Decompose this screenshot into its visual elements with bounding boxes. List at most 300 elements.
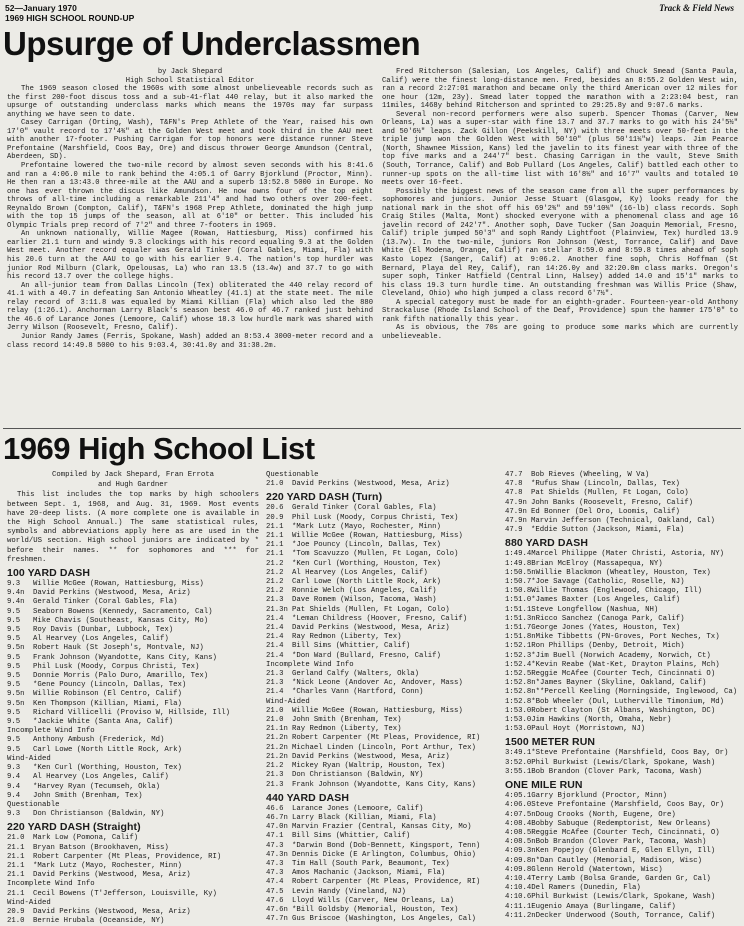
- result-row: [505, 875, 741, 884]
- result-athlete: *Mark Lutz (Mayo, Rochester, Minn): [33, 861, 182, 870]
- article-paragraph: Several non-record performers were also superb. Spencer Thomas (Carver, New Orleans, La) was a super-star with fine 13.7 and 37.7 marks to go with his 24'5½" and 50'6½" leaps. Zack Gillon (Peekskill, NY) with three meets over 50-feet in the triple jump won the Golden West with 50'10" (plus 50'11¼"w) leaps. Jim Pearce (North, Shawnee Mission, Kans) led the javelin to its finest year with three of the top five marks and a 244'7" best. Chasing Carrigan in the vault, Steve Smith (South, Torrance, Calif) and Bob Pullard (Los Angeles, Calif) battled each other to runner-up spots on the all-time list with 16'8½" and 16'7" vaults and totaled 10 meets over 16-feet.: [382, 110, 738, 188]
- result-mark: 21.0: [266, 706, 284, 715]
- result-athlete: Larance Jones (Lemoore, Calif): [292, 804, 424, 813]
- result-row: [266, 744, 498, 753]
- result-athlete: Donnie Morris (Palo Duro, Amarillo, Tex): [33, 672, 209, 681]
- result-mark: 9.5: [7, 736, 21, 745]
- result-row: [505, 517, 741, 526]
- event-heading: ONE MILE RUN: [505, 779, 583, 792]
- result-athlete: Mike Tibbetts (PN-Groves, Port Neches, Tx): [535, 633, 720, 642]
- result-mark: 47.3: [266, 841, 284, 850]
- result-row: [266, 832, 498, 841]
- result-athlete: *Ken Curl (Worthing, Houston, Tex): [292, 559, 441, 568]
- result-row: [266, 550, 498, 559]
- result-row: [7, 626, 259, 635]
- result-athlete: John Banks (Roosevelt, Fresno, Calif): [531, 498, 694, 507]
- result-row: [505, 698, 741, 707]
- result-mark: 9.5: [7, 708, 21, 717]
- result-mark: 9.5n: [7, 699, 25, 708]
- result-mark: 9.5: [7, 653, 21, 662]
- result-athlete: Ray Redmon (Liberty, Tex): [292, 633, 402, 642]
- result-mark: 21.4: [266, 614, 284, 623]
- result-row: [266, 869, 498, 878]
- result-row: [505, 716, 741, 725]
- result-athlete: Amos Machanic (Jackson, Miami, Fla): [292, 869, 446, 878]
- result-mark: 47.3: [266, 859, 284, 868]
- result-mark: 21.2n: [266, 743, 288, 752]
- result-row: [7, 853, 259, 862]
- result-athlete: Terry Lamb (Bolsa Grande, Garden Gr, Cal): [531, 874, 711, 883]
- list-column-1: [7, 471, 259, 926]
- result-mark: 1:50.7: [505, 578, 532, 587]
- result-athlete: Bill Sims (Whittier, Calif): [292, 832, 411, 841]
- result-row: [7, 700, 259, 709]
- result-row: [266, 504, 498, 513]
- result-row: [7, 690, 259, 699]
- result-row: [266, 670, 498, 679]
- result-athlete: Bob Rieves (Wheeling, W Va): [531, 471, 650, 479]
- result-row: [7, 644, 259, 653]
- result-mark: 20.9: [7, 907, 25, 916]
- result-mark: 21.1: [7, 871, 25, 880]
- result-mark: 1:53.0: [505, 716, 532, 725]
- result-row: [7, 672, 259, 681]
- result-row: [7, 810, 259, 819]
- result-mark: 47.3n: [266, 850, 288, 859]
- result-athlete: Marvin Jefferson (Technical, Oakland, Cal): [531, 517, 715, 526]
- result-row: [505, 642, 741, 651]
- result-row: [505, 652, 741, 661]
- result-mark: 3:49.1*: [505, 749, 536, 758]
- result-mark: 9.3: [7, 580, 21, 589]
- event-heading: 220 YARD DASH (Turn): [266, 491, 383, 504]
- result-mark: 47.3: [266, 869, 284, 878]
- result-athlete: Bob Brandon (Clover Park, Tacoma, Wash): [535, 838, 707, 847]
- result-row: [266, 897, 498, 906]
- article-paragraph: A special category must be made for an eighth-grader. Fourteen-year-old Anthony Strackaluse (Rhode Island School of the Deaf, Providence) spun the hammer 175'0" to rank fifth nationally this year.: [382, 298, 738, 324]
- result-row: [505, 847, 741, 856]
- result-athlete: Carl Lowe (North Little Rock, Ark): [292, 578, 441, 587]
- result-mark: 4:10.4: [505, 874, 532, 883]
- magazine-name: Track & Field News: [659, 3, 734, 13]
- result-row: [505, 688, 741, 697]
- result-mark: 47.7n: [266, 915, 288, 924]
- result-athlete: Willie Blackmon (Wheatley, Houston, Tex): [535, 568, 711, 577]
- result-row: [7, 746, 259, 755]
- result-row: [7, 908, 259, 917]
- result-mark: 1:49.8: [505, 559, 532, 568]
- result-mark: 46.7n: [266, 813, 288, 822]
- result-mark: 21.2n: [266, 734, 288, 743]
- result-mark: 21.2: [266, 568, 284, 577]
- result-row: [7, 871, 259, 880]
- result-row: [7, 834, 259, 843]
- result-row: [505, 489, 741, 498]
- list-subheading: Questionable: [266, 471, 319, 479]
- result-mark: 20.9: [266, 513, 284, 522]
- result-mark: 47.8: [505, 489, 523, 498]
- event-heading: 1500 METER RUN: [505, 736, 596, 749]
- result-row: [7, 773, 259, 782]
- result-mark: 47.9n: [505, 498, 527, 507]
- result-athlete: *Ken Curl (Worthing, Houston, Tex): [33, 764, 182, 773]
- result-athlete: Bob Brandon (Clover Park, Tacoma, Wash): [531, 767, 703, 776]
- result-mark: 21.1: [266, 541, 284, 550]
- event-heading: 880 YARD DASH: [505, 537, 589, 550]
- article-paragraph: As is obvious, the 70s are going to produce some marks which are currently unbelieveable.: [382, 324, 738, 341]
- article-paragraph: An unknown nationally, Willie Magee (Rowan, Hattiesburg, Miss) confirmed his earlier 21.1 turn and windy 9.3 clockings with his record equaling 9.3 at the Golden West meet. Another record equaler was Gerald Tinker (Coral Gables, Miami, Fla) with his 20.6 turn at the AAU to go with his earlier 9.4. The nation's top hurdler was junior Rod Milburn (Clark, Opelousas, La) who ran 13.5 (13.4w) and 37.7 to go with his record 13.7 over the college highs.: [7, 230, 373, 282]
- result-row: [505, 884, 741, 893]
- result-row: [266, 851, 498, 860]
- result-mark: 20.6: [266, 504, 284, 513]
- result-athlete: Ed Bonner (Del Oro, Loomis, Calif): [531, 507, 680, 516]
- result-athlete: Bernie Hrubala (Oceanside, NY): [33, 917, 165, 926]
- result-mark: 9.5: [7, 616, 21, 625]
- result-mark: 21.1: [266, 532, 284, 541]
- result-athlete: Gus Briscoe (Washington, Los Angeles, Cal): [292, 915, 476, 924]
- result-athlete: *Bob Wheeler (Dul, Lutherville Timonium, Md): [531, 697, 724, 706]
- result-row: [266, 805, 498, 814]
- result-mark: 21.0: [266, 480, 284, 489]
- result-row: [7, 608, 259, 617]
- article-paragraph: Possibly the biggest news of the season came from all the super performances by sophomores and juniors. Junior Jesse Stuart (Glasgow, Ky) looks ready for the national mark in the shot off his 69'2¾" and 59'10¾" (16-lb) class records. Soph Craig Stiles (Malta, Mont) shocked everyone with a phenomenal class and age 16 javelin record of 242'7". Another soph, Dave Tucker (San Joaquin Memorial, Fresno, Calif) triple jumped 50'3" and soph Randy Lightfoot (Plainview, Tex) hurdled 13.9 (13.7w). In the two-mile, juniors Ron Johnson (West, Torrance, Calif) and Dave White (El Modena, Orange, Calif) ran stellar 8:59.0 and 8:59.8 times ahead of soph Kasto Lopez (Sanger, Calif) at 9:06.2. Another fine soph, Chris Hoffman (St Bernard, Playa del Rey, Calif), ran 14:26.0y and 32:20.0m class marks. Oregon's super soph, Tinker Hatfield (Central Linn, Halsey) added 14.0 and 15'1" marks to his class 19.3 turn hurdle time. An outstanding freshman was Willis Price (Shaw, Cleveland, Ohio) who high jumped a class record 6'7½".: [382, 187, 738, 299]
- result-row: [266, 716, 498, 725]
- result-athlete: *Gene Pouncy (Lincoln, Dallas, Tex): [33, 681, 187, 690]
- result-mark: 9.5: [7, 745, 21, 754]
- result-mark: 21.0: [266, 716, 284, 725]
- result-row: [266, 860, 498, 869]
- list-credits-2: and Hugh Gardner: [97, 481, 169, 490]
- result-athlete: *Don Ward (Bullard, Fresno, Calif): [292, 651, 441, 660]
- result-athlete: Dave Romem (Wilson, Tacoma, Wash): [292, 596, 437, 605]
- list-subheading: Wind-Aided: [7, 754, 51, 763]
- result-mark: 21.4: [266, 624, 284, 633]
- result-mark: 21.1: [7, 861, 25, 870]
- result-athlete: *Dan Cautley (Memorial, Madison, Wisc): [535, 856, 703, 865]
- result-mark: 1:51.7: [505, 624, 532, 633]
- result-mark: 9.3: [7, 764, 21, 773]
- article-column-1: [7, 68, 373, 350]
- result-mark: 1:52.5: [505, 670, 532, 679]
- result-mark: 21.1: [7, 889, 25, 898]
- result-mark: 9.4: [7, 782, 21, 791]
- result-row: [266, 906, 498, 915]
- result-row: [505, 707, 741, 716]
- article-paragraph: Junior Randy James (Ferris, Spokane, Wash) added an 8:53.4 3000-meter record and a class record 14:49.8 5000 to his 9:03.4, 30:41.0y and 31:38.2m.: [7, 332, 373, 350]
- result-row: [266, 578, 498, 587]
- result-mark: 9.4: [7, 791, 21, 800]
- result-row: [505, 606, 741, 615]
- result-mark: 4:10.6: [505, 893, 532, 902]
- result-mark: 21.4: [266, 651, 284, 660]
- result-row: [266, 560, 498, 569]
- result-athlete: Michael Linden (Lincoln, Port Arthur, Tex): [292, 743, 476, 752]
- result-row: [266, 569, 498, 578]
- result-mark: 1:51.8n: [505, 633, 536, 642]
- result-row: [7, 862, 259, 871]
- result-athlete: Garry Bjorklund (Proctor, Minn): [531, 792, 668, 801]
- result-row: [266, 480, 498, 489]
- result-mark: 9.3: [7, 810, 21, 819]
- result-athlete: *Eddie Sutton (Jackson, Miami, Fla): [531, 526, 685, 535]
- result-mark: 4:08.5: [505, 828, 532, 837]
- list-title: 1969 High School List: [3, 431, 315, 466]
- result-row: [505, 866, 741, 875]
- result-athlete: Larry Black (Killian, Miami, Fla): [292, 813, 437, 822]
- result-row: [505, 550, 741, 559]
- result-athlete: Phil Lusk (Moody, Corpus Christi, Tex): [292, 513, 459, 522]
- result-mark: 3:55.1: [505, 767, 532, 776]
- result-athlete: Al Hearvey (Los Angeles, Calif): [292, 568, 428, 577]
- result-row: [505, 903, 741, 912]
- list-subheading: Wind-Aided: [7, 898, 51, 907]
- result-row: [505, 633, 741, 642]
- result-mark: 47.6: [266, 896, 284, 905]
- result-athlete: *Jackie White (Santa Ana, Calif): [33, 718, 174, 727]
- section-divider: [3, 428, 741, 429]
- result-athlete: Gerald Tinker (Coral Gables, Fla): [292, 504, 437, 513]
- result-row: [7, 890, 259, 899]
- result-athlete: Ray Redmon (Liberty, Tex): [292, 725, 402, 734]
- result-row: [266, 781, 498, 790]
- result-mark: 47.6n: [266, 905, 288, 914]
- result-mark: 21.1: [266, 550, 284, 559]
- result-athlete: John Smith (Brenham, Tex): [292, 716, 402, 725]
- result-row: [505, 838, 741, 847]
- result-athlete: Brian McElroy (Massapequa, NY): [531, 559, 663, 568]
- result-athlete: Ron Phillips (Denby, Detroit, Mich): [531, 642, 685, 651]
- result-athlete: Anthony Ambush (Frederick, Md): [33, 736, 165, 745]
- list-column-3: [505, 471, 741, 921]
- result-athlete: Al Hearvey (Los Angeles, Calif): [33, 635, 169, 644]
- result-athlete: Glenn Herold (Watertown, Wisc): [531, 865, 663, 874]
- result-athlete: Bill Sims (Whittier, Calif): [292, 642, 411, 651]
- result-athlete: David Perkins (Westwood, Mesa, Ariz): [33, 907, 191, 916]
- result-athlete: Eugenio Amaya (Burlingame, Calif): [531, 902, 676, 911]
- result-row: [266, 707, 498, 716]
- result-athlete: Robert Clayton (St Albans, Washington, DC): [531, 706, 716, 715]
- result-athlete: *Mark Lutz (Mayo, Rochester, Minn): [292, 522, 441, 531]
- result-athlete: *Bill Goldsby (Memorial, Houston, Tex): [292, 905, 459, 914]
- result-athlete: Richard Villicelli (Proviso W, Hillside, Ill): [33, 708, 231, 717]
- result-mark: 9.5n: [7, 690, 25, 699]
- result-athlete: Ken Popejoy (Glenbard E, Glen Ellyn, Ill): [535, 847, 716, 856]
- result-athlete: Robert Carpenter (Mt Pleas, Providence, RI): [33, 852, 222, 861]
- article-paragraph: Prefontaine lowered the two-mile record by almost seven seconds with his 8:41.6 and ran a 4:06.0 mile to rank behind the 4:05.1 of Garry Bjorklund (Proctor, Minn). He then ran a 13:43.0 three-mile at the AAU and a superb 13:52.8 5000 in Europe. No one has ever thrown the discus like Amundson. He now owns four of the top eight throws of all-time including a remarkable 211'4" and had two others over 200-feet. Reynaldo Brown (Compton, Calif), T&FN's 1968 Prep Athlete, dominated the high jump with the top 15 jumps of the season, all at 6'10" or better. This included his Olympic Trials prep record of 7'2" and three 7-footers in 1969.: [7, 162, 373, 230]
- list-subheading: Incomplete Wind Info: [266, 660, 354, 669]
- article-paragraph: Fred Ritcherson (Salesian, Los Angeles, Calif) and Chuck Smead (Santa Paula, Calif) were the finest long-distance men. Fred, besides an 8:55.2 Golden West win, ran a record 2:27:01 marathon and became only the third American over 12 miles for one hour (12m, 23y). Smead later topped the marathon with a 2:23:04 best, ran 11miles, 1468y behind Ritcherson and sprinted to 29:25.8y and 9:07.6 marks.: [382, 68, 738, 111]
- list-column-2: [266, 471, 498, 924]
- result-athlete: *Leman Childress (Hoover, Fresno, Calif): [292, 614, 468, 623]
- result-row: [7, 598, 259, 607]
- result-mark: 47.9: [505, 526, 523, 535]
- result-mark: 9.4n: [7, 589, 25, 598]
- result-row: [505, 792, 741, 801]
- result-athlete: David Perkins (Westwood, Mesa, Ariz): [33, 589, 191, 598]
- result-mark: 4:05.1: [505, 792, 532, 801]
- result-row: [505, 526, 741, 535]
- result-row: [505, 811, 741, 820]
- result-mark: 1:53.0: [505, 725, 532, 734]
- result-athlete: *Nick Leone (Andover Ac, Andover, Mass): [292, 679, 463, 688]
- result-athlete: Seaborn Bowens (Kennedy, Sacramento, Cal): [33, 607, 213, 616]
- result-mark: 9.5: [7, 607, 21, 616]
- byline-author: by Jack Shepard: [157, 68, 223, 76]
- result-athlete: *Harvey Ryan (Tecumseh, Okla): [33, 782, 160, 791]
- result-mark: 9.4n: [7, 598, 25, 607]
- result-mark: 21.3: [266, 670, 284, 679]
- result-mark: 47.9n: [505, 507, 527, 516]
- result-row: [505, 569, 741, 578]
- result-mark: 9.5n: [7, 644, 25, 653]
- result-mark: 4:10.4: [505, 884, 532, 893]
- result-row: [505, 768, 741, 777]
- result-mark: 21.2n: [266, 752, 288, 761]
- result-mark: 47.1: [266, 832, 284, 841]
- result-athlete: Jim Hawkins (North, Omaha, Nebr): [531, 716, 672, 725]
- result-athlete: Paul Hoyt (Morristown, NJ): [531, 725, 646, 734]
- result-athlete: Mike Chavis (Southeast, Kansas City, Mo): [33, 616, 209, 625]
- result-athlete: Pat Shields (Mullen, Ft Logan, Colo): [292, 605, 450, 614]
- article-paragraph: Casey Carrigan (Orting, Wash), T&FN's Prep Athlete of the Year, raised his own 17'0" vault record to 17'4¾" at the Golden West meet and took third in the AAU meet with another 17-footer. Pushing Carrigan for top honors were distance runner Steve Prefontaine (Marshfield, Coos Bay, Ore) and discus thrower George Amundson (Central, Aberdeen, SD).: [7, 119, 373, 162]
- result-athlete: David Perkins (Westwood, Mesa, Ariz): [33, 871, 191, 880]
- result-mark: 21.2: [266, 559, 284, 568]
- result-row: [505, 829, 741, 838]
- result-athlete: David Perkins (Westwood, Mesa, Ariz): [292, 624, 450, 633]
- result-row: [7, 718, 259, 727]
- result-mark: 1:52.8n: [505, 688, 536, 697]
- result-athlete: Gerland Calfy (Walters, Okla): [292, 670, 419, 679]
- result-mark: 9.5: [7, 681, 21, 690]
- result-row: [266, 615, 498, 624]
- result-mark: 1:52.4: [505, 660, 532, 669]
- result-row: [266, 814, 498, 823]
- result-athlete: Reggie McAfee (Courter Tech, Cincinnati O): [531, 670, 716, 679]
- result-row: [7, 764, 259, 773]
- result-mark: 47.8: [505, 480, 523, 489]
- result-athlete: David Perkins (Westwood, Mesa, Ariz): [292, 752, 450, 761]
- result-row: [266, 514, 498, 523]
- result-row: [266, 633, 498, 642]
- result-athlete: *Kevin Reabe (Wat-Ket, Drayton Plains, Mch): [531, 660, 720, 669]
- article-paragraph: The 1969 season closed the 1960s with some almost unbelieveable records such as the first 200-foot discus toss and a sub-41-flat 440 relay, but it also marked the upsurge of outstanding underclass marks which means the 1970s may far surpass anything we have seen to date.: [7, 85, 373, 119]
- result-row: [7, 654, 259, 663]
- result-athlete: Willie McGee (Rowan, Hattiesburg, Miss): [292, 532, 463, 541]
- result-athlete: Mark Low (Pomona, Calif): [33, 834, 139, 843]
- result-row: [505, 624, 741, 633]
- result-athlete: Mickey Ryan (Waltrip, Houston, Tex): [292, 762, 446, 771]
- result-row: [266, 915, 498, 924]
- result-athlete: Phil Burkwist (Lewis/Clark, Spokane, Wash): [531, 758, 716, 767]
- result-row: [266, 688, 498, 697]
- section-heading: 1969 HIGH SCHOOL ROUND-UP: [5, 13, 135, 23]
- article-title: Upsurge of Underclassmen: [3, 25, 421, 62]
- result-mark: 9.5: [7, 635, 21, 644]
- result-athlete: Phil Lusk (Moody, Corpus Christi, Tex): [33, 662, 200, 671]
- result-row: [505, 661, 741, 670]
- page-number-date: 52—January 1970: [5, 3, 77, 13]
- result-row: [505, 587, 741, 596]
- result-mark: 4:09.3n: [505, 847, 536, 856]
- result-athlete: Ronnie Welch (Los Angeles, Calif): [292, 587, 437, 596]
- result-athlete: Gerald Tinker (Coral Gables, Fla): [33, 598, 178, 607]
- result-row: [266, 878, 498, 887]
- result-row: [505, 857, 741, 866]
- result-mark: 1:51.1: [505, 605, 532, 614]
- result-row: [505, 893, 741, 902]
- result-athlete: Pat Shields (Mullen, Ft Logan, Colo): [531, 489, 689, 498]
- article-column-2: [382, 68, 738, 342]
- result-mark: 21.0: [7, 917, 25, 926]
- result-row: [505, 480, 741, 489]
- result-row: [7, 635, 259, 644]
- result-row: [266, 734, 498, 743]
- result-row: [266, 842, 498, 851]
- result-mark: 9.5: [7, 718, 21, 727]
- result-athlete: **Percell Keeling (Morningside, Inglewood, Ca): [535, 688, 738, 697]
- result-athlete: Levin Handy (Vineland, NJ): [292, 887, 406, 896]
- result-mark: 4:08.4: [505, 819, 532, 828]
- result-mark: 9.5: [7, 662, 21, 671]
- result-mark: 4:11.2n: [505, 911, 536, 920]
- result-mark: 21.2: [266, 578, 284, 587]
- result-mark: 1:52.8: [505, 697, 532, 706]
- result-mark: 1:53.0: [505, 706, 532, 715]
- result-row: [266, 642, 498, 651]
- result-row: [7, 736, 259, 745]
- result-athlete: Steve Prefontaine (Marshfield, Coos Bay, Or): [531, 801, 724, 810]
- result-athlete: Ken Thompson (Killian, Miami, Fla): [33, 699, 182, 708]
- result-athlete: Robert Carpenter (Mt Pleas, Providence, RI): [292, 734, 481, 743]
- result-mark: 9.4: [7, 773, 21, 782]
- result-mark: 21.1: [266, 522, 284, 531]
- result-athlete: Bryan Batson (Brookhaven, Miss): [33, 843, 169, 852]
- result-mark: 4:11.1: [505, 902, 532, 911]
- result-athlete: Frank Johnson (Wyandotte, Kans City, Kans): [292, 780, 476, 789]
- result-row: [505, 679, 741, 688]
- result-mark: 1:50.5n: [505, 568, 536, 577]
- result-athlete: Ricco Sanchez (Canoga Park, Calif): [535, 614, 685, 623]
- result-mark: 21.1: [7, 852, 25, 861]
- result-mark: 4:09.8: [505, 865, 532, 874]
- result-mark: 21.2: [266, 587, 284, 596]
- result-mark: 46.6: [266, 804, 284, 813]
- result-athlete: Phil Burkwist (Lewis/Clark, Spokane, Wash): [531, 893, 716, 902]
- result-row: [266, 771, 498, 780]
- result-mark: 1:52.1: [505, 642, 532, 651]
- list-intro: This list includes the top marks by high schoolers between Sept. 1, 1968, and Aug. 31, 1969. Most events have 20-deep lists. (A more complete one is available in the High School Annual.) The same statistical rules, symbols and abbreviations apply here as are used in the world/US section. High school juniors are indicated by * before their names. ** for sophomores and *** for freshmen.: [7, 491, 259, 564]
- result-athlete: *Joe Pouncy (Lincoln, Dallas, Tex): [292, 541, 441, 550]
- result-athlete: Carl Lowe (North Little Rock, Ark): [33, 745, 182, 754]
- result-row: [7, 589, 259, 598]
- result-row: [505, 499, 741, 508]
- result-row: [505, 820, 741, 829]
- result-mark: 1:52.3: [505, 651, 532, 660]
- result-athlete: Del Ramers (Dunedin, Fla): [531, 884, 641, 893]
- result-athlete: *James Baxter (Los Angeles, Calif): [531, 596, 681, 605]
- result-athlete: Steve Prefontaine (Marshfield, Coos Bay, Or): [535, 749, 729, 758]
- result-row: [7, 617, 259, 626]
- result-athlete: Lloyd Wills (Carver, New Orleans, La): [292, 896, 455, 905]
- result-row: [266, 652, 498, 661]
- result-athlete: Willie Thomas (Englewood, Chicago, Ill): [531, 587, 703, 596]
- result-athlete: George Jones (Yates, Houston, Tex): [531, 624, 681, 633]
- result-mark: 21.3: [266, 771, 284, 780]
- result-row: [505, 508, 741, 517]
- result-athlete: Reggie McAfee (Courter Tech, Cincinnati, O): [531, 828, 720, 837]
- result-mark: 21.3n: [266, 605, 288, 614]
- result-row: [266, 725, 498, 734]
